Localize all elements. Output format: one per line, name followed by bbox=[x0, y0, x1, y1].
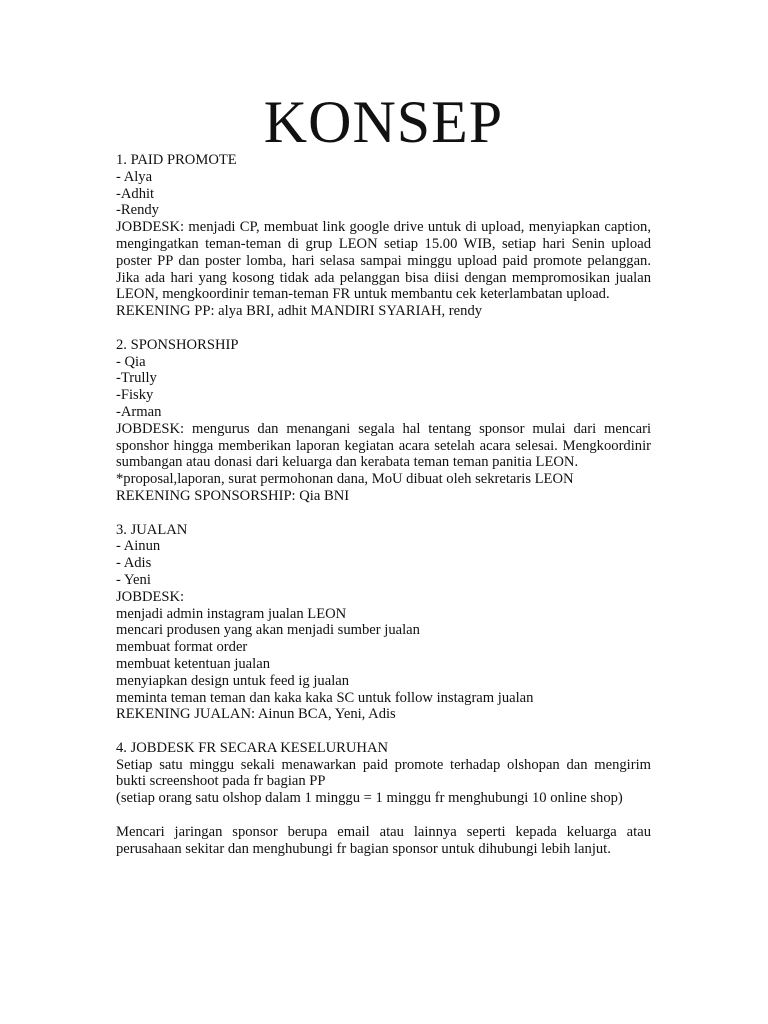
document-title: KONSEP bbox=[263, 89, 504, 155]
task-item: menyiapkan design untuk feed ig jualan bbox=[116, 672, 350, 689]
section-paid-promote bbox=[116, 152, 651, 320]
jobdesk-paragraph: JOBDESK: menjadi CP, membuat link google drive untuk di upload, menyiapkan caption, mengingatkan teman-teman di grup LEON setiap 15.00 WIB, setiap hari Senin upload poster PP dan poster lomba, hari selasa sampai minggu upload paid promote pelanggan. Jika ada hari yang kosong tidak ada pelanggan bisa diisi dengan mempromosikan jualan LEON, mengkoordinir teman-teman FR untuk membantu cek keterlambatan upload. bbox=[116, 219, 651, 303]
section-jobdesk-fr bbox=[116, 740, 651, 858]
task-item: membuat ketentuan jualan bbox=[116, 655, 270, 672]
member-item: -Trully bbox=[116, 370, 157, 387]
task-item: membuat format order bbox=[116, 639, 248, 656]
section-heading: 2. SPONSHORSHIP bbox=[116, 336, 239, 353]
task-item: mencari produsen yang akan menjadi sumber jualan bbox=[116, 622, 420, 639]
body-paragraph: Mencari jaringan sponsor berupa email atau lainnya seperti kepada keluarga atau perusahaan sekitar dan menghubungi fr bagian sponsor untuk dihubungi lebih lanjut. bbox=[116, 823, 651, 857]
rekening-line: REKENING SPONSORSHIP: Qia BNI bbox=[116, 487, 350, 504]
member-item: - Yeni bbox=[116, 571, 151, 588]
member-item: -Rendy bbox=[116, 202, 159, 219]
document-page bbox=[116, 86, 651, 857]
member-item: - Ainun bbox=[116, 538, 161, 555]
member-item: - Qia bbox=[116, 353, 146, 370]
member-item: -Arman bbox=[116, 403, 162, 420]
task-item: menjadi admin instagram jualan LEON bbox=[116, 605, 347, 622]
section-sponsorship bbox=[116, 337, 651, 505]
note-line: *proposal,laporan, surat permohonan dana, MoU dibuat oleh sekretaris LEON bbox=[116, 471, 574, 488]
task-item: meminta teman teman dan kaka kaka SC untuk follow instagram jualan bbox=[116, 689, 534, 706]
member-item: -Fisky bbox=[116, 387, 154, 404]
body-paragraph: Setiap satu minggu sekali menawarkan paid promote terhadap olshopan dan mengirim bukti screenshoot pada fr bagian PP bbox=[116, 756, 651, 790]
member-item: -Adhit bbox=[116, 185, 155, 202]
section-heading: 3. JUALAN bbox=[116, 521, 188, 538]
member-item: - Alya bbox=[116, 168, 153, 185]
section-jualan bbox=[116, 522, 651, 724]
member-item: - Adis bbox=[116, 555, 152, 572]
rekening-line: REKENING JUALAN: Ainun BCA, Yeni, Adis bbox=[116, 706, 396, 723]
jobdesk-label: JOBDESK: bbox=[116, 588, 185, 605]
rekening-line: REKENING PP: alya BRI, adhit MANDIRI SYARIAH, rendy bbox=[116, 303, 483, 320]
section-heading: 1. PAID PROMOTE bbox=[116, 152, 237, 168]
section-heading: 4. JOBDESK FR SECARA KESELURUHAN bbox=[116, 739, 389, 756]
body-paragraph: (setiap orang satu olshop dalam 1 minggu = 1 minggu fr menghubungi 10 online shop) bbox=[116, 790, 623, 807]
jobdesk-paragraph: JOBDESK: mengurus dan menangani segala hal tentang sponsor mulai dari mencari sponshor hingga memberikan laporan kegiatan acara setelah acara selesai. Mengkoordinir sumbangan atau donasi dari keluarga dan kerabata teman teman panitia LEON. bbox=[116, 420, 651, 471]
